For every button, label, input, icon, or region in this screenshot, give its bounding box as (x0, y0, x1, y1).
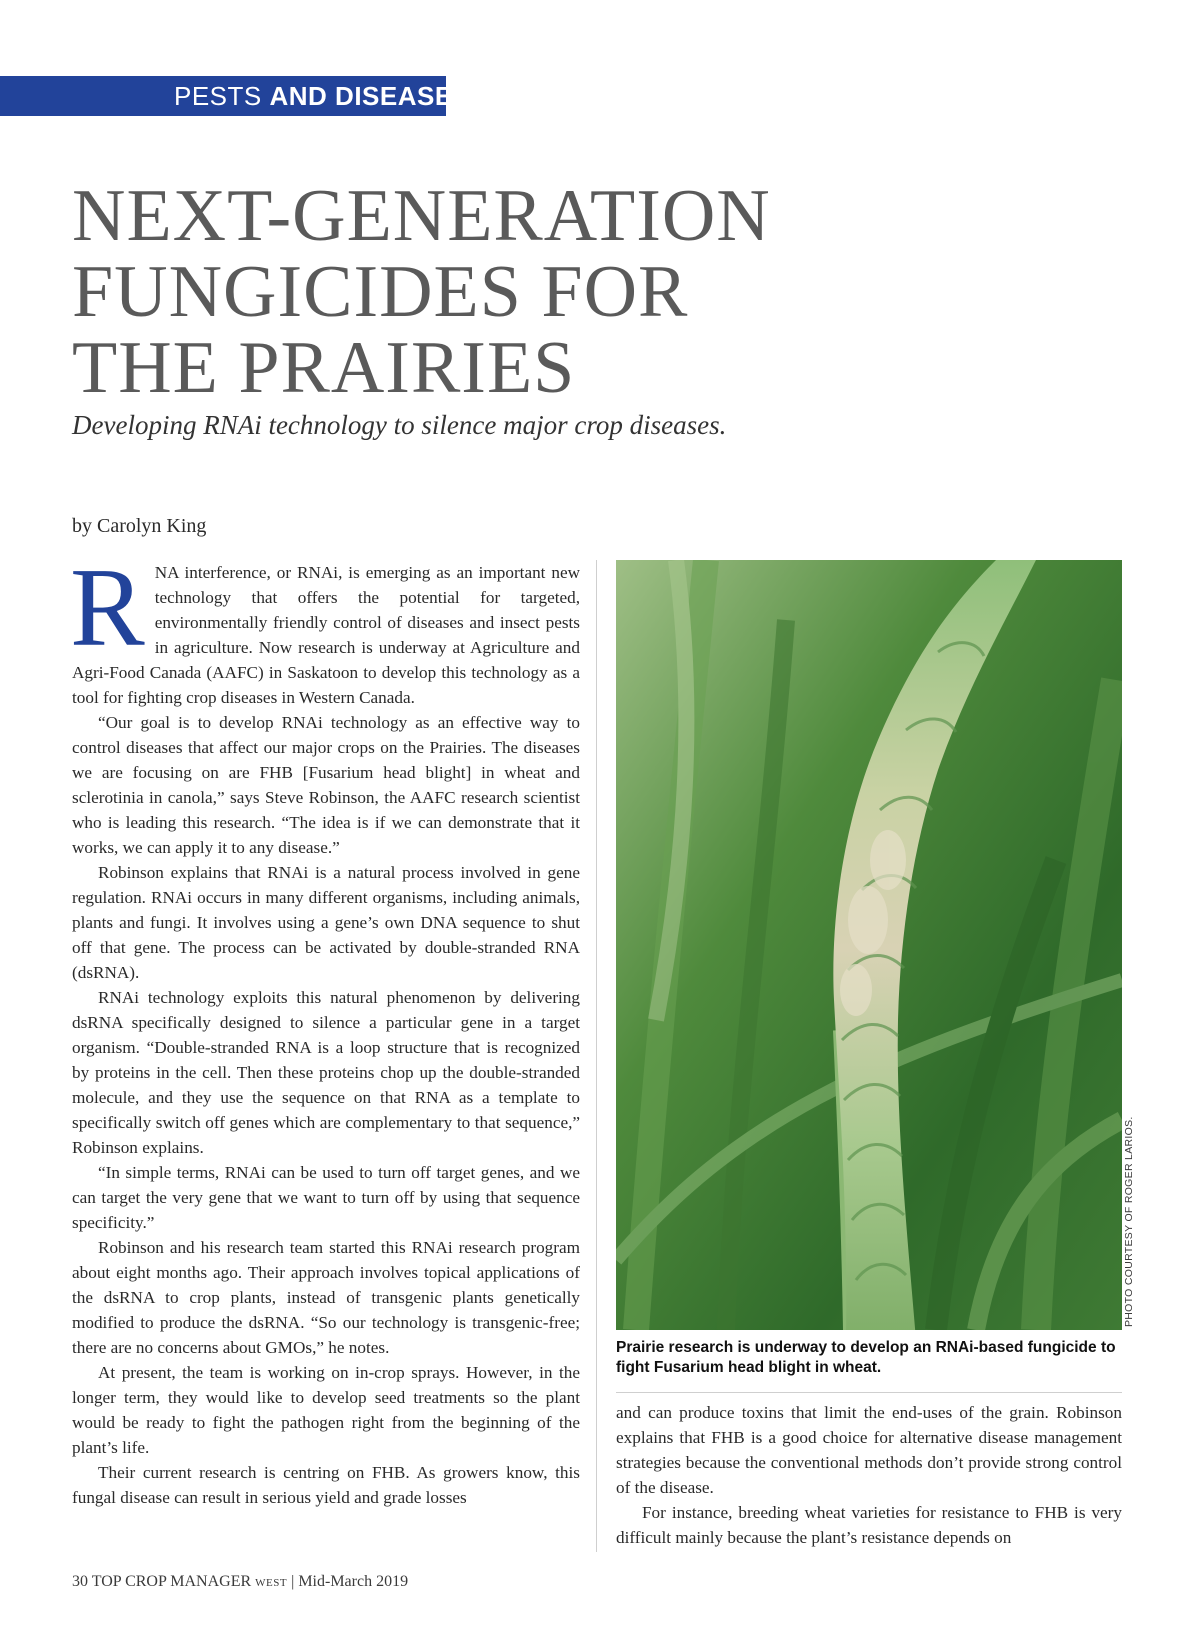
section-label (174, 81, 471, 111)
body-paragraph: “In simple terms, RNAi can be used to turn off target genes, and we can target the very gene that we want to turn off by using that sequence specificity.” (72, 1163, 580, 1232)
article-subtitle: Developing RNAi technology to silence major crop diseases. (72, 410, 727, 440)
title-line: FUNGICIDES FOR (72, 251, 689, 333)
body-paragraph: For instance, breeding wheat varieties for resistance to FHB is very difficult mainly because the plant’s resistance depends on (616, 1503, 1122, 1547)
body-paragraph: Robinson and his research team started this RNAi research program about eight months ago. Their approach involves topical applications of the dsRNA to crop plants, instead of transgenic plants genetically modified to produce the dsRNA. “So our technology is transgenic-free; there are no concerns about GMOs,” he notes. (72, 1238, 580, 1357)
magazine-name: TOP CROP MANAGER (91, 1573, 252, 1590)
wheat-head-photo (616, 560, 1122, 1330)
article-title (72, 175, 832, 409)
page-footer (72, 1572, 408, 1593)
footer-separator: | (291, 1573, 295, 1590)
page-number: 30 (72, 1573, 88, 1590)
photo-credit: PHOTO COURTESY OF ROGER LARIOS. (1123, 1116, 1135, 1327)
column-divider (596, 560, 597, 1552)
section-label-light: PESTS (174, 81, 262, 111)
drop-cap: R (70, 546, 145, 670)
body-paragraph: RNAi technology exploits this natural phenomenon by delivering dsRNA specifically designed to silence a particular gene in a target organism. “Double-stranded RNA is a loop structure that is recognized by proteins in the cell. Then these proteins chop up the double-stranded molecule, and they use the sequence on that RNA as a template to specifically switch off genes which are complementary to that sequence,” Robinson explains. (72, 988, 580, 1157)
title-line: THE PRAIRIES (72, 327, 576, 409)
body-paragraph: Robinson explains that RNAi is a natural process involved in gene regulation. RNAi occurs in many different organisms, including animals, plants and fungi. It involves using a gene’s own DNA sequence to shut off that gene. The process can be activated by double-stranded RNA (dsRNA). (72, 863, 580, 982)
body-paragraph: “Our goal is to develop RNAi technology as an effective way to control diseases that affect our major crops on the Prairies. The diseases we are focusing on are FHB [Fusarium head blight] in wheat and sclerotinia in canola,” says Steve Robinson, the AAFC research scientist who is leading this research. “The idea is if we can demonstrate that it works, we can apply it to any disease.” (72, 713, 580, 857)
body-paragraph: At present, the team is working on in-crop sprays. However, in the longer term, they would like to develop seed treatments so the plant would be ready to fight the pathogen right from the beginning of the plant’s life. (72, 1363, 580, 1457)
photo-caption: Prairie research is underway to develop an RNAi-based fungicide to fight Fusarium head blight in wheat. (616, 1339, 1116, 1376)
section-label-bold: AND DISEASES (269, 81, 471, 111)
caption-divider (616, 1392, 1122, 1393)
body-paragraph (70, 546, 580, 710)
byline: by Carolyn King (72, 515, 207, 537)
right-column (616, 1400, 1122, 1550)
body-paragraph: and can produce toxins that limit the end-uses of the grain. Robinson explains that FHB is a good choice for alternative disease management strategies because the conventional methods don’t provide strong control of the disease. (616, 1403, 1122, 1497)
issue-date: Mid-March 2019 (298, 1573, 409, 1590)
left-column (70, 546, 580, 1510)
magazine-edition: WEST (255, 1577, 288, 1589)
paragraph-text: NA interference, or RNAi, is emerging as an important new technology that offers the potential for targeted, environmentally friendly control of diseases and insect pests in agriculture. Now research is underway at Agriculture and Agri-Food Canada (AAFC) in Saskatoon to develop this technology as a tool for fighting crop diseases in Western Canada. (72, 563, 580, 707)
title-line: NEXT-GENERATION (72, 175, 771, 257)
body-paragraph: Their current research is centring on FHB. As growers know, this fungal disease can result in serious yield and grade losses (72, 1463, 580, 1507)
